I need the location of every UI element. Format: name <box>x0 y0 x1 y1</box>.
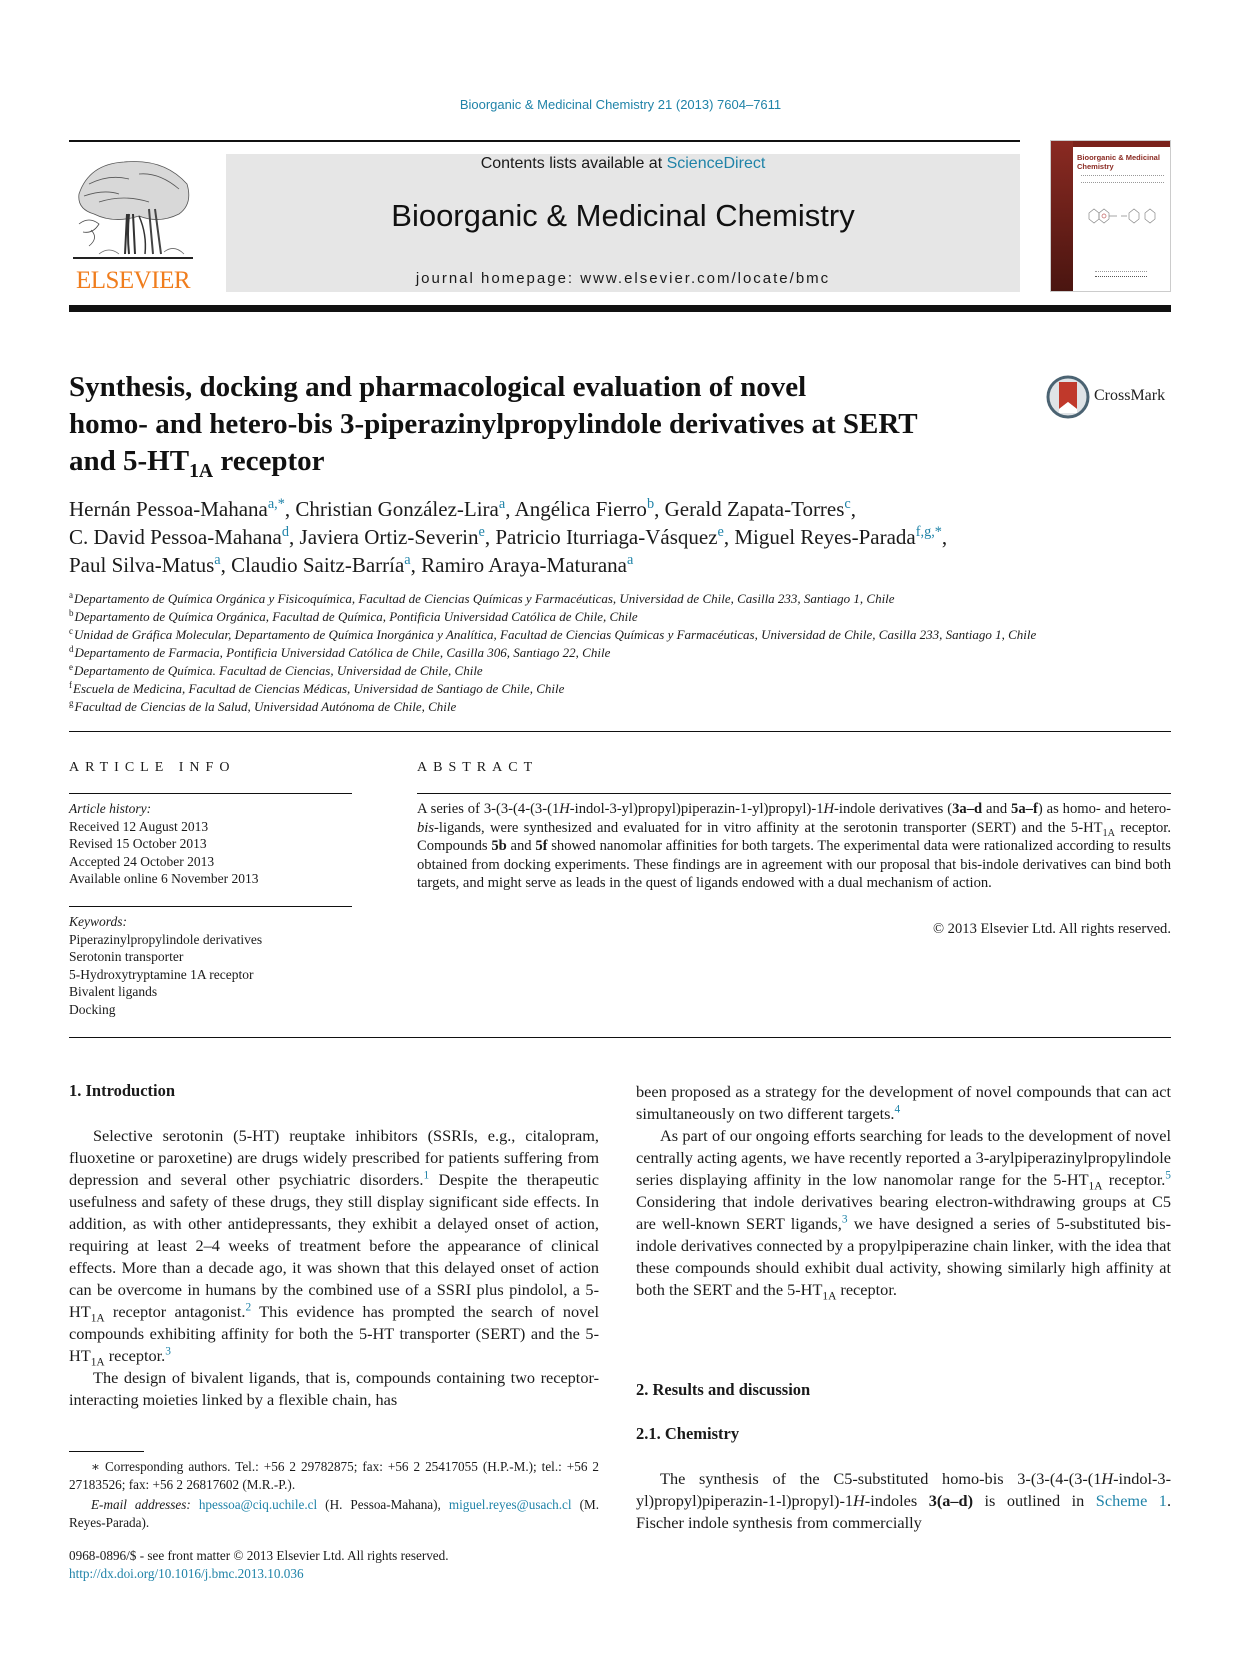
affiliation-item: $^c$Unidad de Gráfica Molecular, Departamento de Química Inorgánica y Analítica, Facultad de Ciencias Químicas y Farmacéuticas, Universidad de Chile, Casilla 233, Santiago 1, Chile <box>69 625 1037 642</box>
citation-link[interactable]: 5 <box>1165 1169 1171 1182</box>
journal-homepage-link[interactable]: journal homepage: www.elsevier.com/locate/bmc <box>415 270 831 287</box>
cover-spine-band <box>1051 141 1073 291</box>
paragraph: As part of our ongoing efforts searching for leads to the development of novel centrally acting agents, we have recently reported a 3-arylpiperazinylpropylindole series displaying affinity in the low nanomolar range for the $5-HT_{1A}$ receptor.$^5$ Considering that indole derivatives bearing electron-withdrawing groups at C5 are well-known SERT ligands,$^3$ we have designed a series of 5-substituted bis-indole derivatives connected by a propylpiperazine chain linker, with the idea that these compounds should exhibit dual activity, showing similarly high affinity at both the SERT and the $5-HT_{1A}$ receptor. <box>636 1126 1171 1303</box>
abstract-copyright: © 2013 Elsevier Ltd. All rights reserved. <box>932 921 1171 937</box>
crossmark-icon <box>1046 375 1090 419</box>
journal-citation-link[interactable]: Bioorganic & Medicinal Chemistry 21 (2013) 7604–7611 <box>459 97 782 112</box>
affiliation-item: $^a$Departamento de Química Orgánica y Fisicoquímica, Facultad de Ciencias Químicas y Farmacéuticas, Universidad de Chile, Casilla 233, Santiago 1, Chile <box>69 589 895 606</box>
abstract-text: A series of 3-(3-(4-(3-(1H-indol-3-yl)propyl)piperazin-1-yl)propyl)-1H-indole derivatives (3a–d and 5a–f) as homo- and hetero-bis-ligands, were synthesized and evaluated for in vitro affinity at the serotonin transporter (SERT) and the $5-HT_{1A}$ receptor. Compounds 5b and 5f showed nanomolar affinities for both targets. The experimental data were rationalized according to results obtained from docking experiments. These findings are in agreement with our proposal that bis-indole derivatives can bind both targets, and might serve as leads in the quest of ligands endowed with a dual mechanism of action. <box>417 801 1171 892</box>
crossmark-button[interactable] <box>1046 375 1176 421</box>
subsection-heading-chemistry: 2.1. Chemistry <box>636 1424 740 1443</box>
author-list: Hernán Pessoa-Mahana$^{a,*}$, Christian González-Lira$^a$, Angélica Fierro$^b$, Gerald Zapata-Torres$^c$, C. David Pessoa-Mahana$^d$, Javiera Ortiz-Severin$^e$, Patricio Iturriaga-Vásquez$^e$, Miguel Reyes-Parada$^{f,g,*}$, Paul Silva-Matus$^a$, Claudio Saitz-Barría$^a$, Ramiro Araya-Maturana$^a$ <box>69 496 948 577</box>
section-heading-results: 2. Results and discussion <box>636 1380 811 1399</box>
footnotes <box>69 1458 599 1532</box>
title-line-3-tail: receptor <box>213 445 325 477</box>
elsevier-wordmark: ELSEVIER <box>75 267 191 294</box>
divider <box>69 1037 1171 1038</box>
chemistry-text <box>636 1468 1171 1534</box>
crossmark-label: CrossMark <box>1094 387 1166 404</box>
affiliation-item: $^f$Escuela de Medicina, Facultad de Ciencias Médicas, Universidad de Santiago de Chile, Chile <box>69 679 565 696</box>
email-note: E-mail addresses: hpessoa@ciq.uchile.cl (H. Pessoa-Mahana), miguel.reyes@usach.cl (M. Reyes-Parada). <box>69 1497 599 1530</box>
author[interactable]: C. David Pessoa-Mahana$^d$ <box>69 524 290 549</box>
journal-cover-thumbnail[interactable] <box>1050 140 1171 292</box>
author[interactable]: Ramiro Araya-Maturana$^a$ <box>421 552 634 577</box>
masthead-bottom-rule <box>69 305 1171 312</box>
footnote-rule <box>69 1451 144 1452</box>
article-info-heading: ARTICLE INFO <box>69 760 236 775</box>
elsevier-tree-icon <box>69 154 197 266</box>
keyword-item: 5-Hydroxytryptamine 1A receptor <box>69 966 254 982</box>
cover-title: Bioorganic & Medicinal Chemistry <box>1077 153 1160 171</box>
section-heading-introduction: 1. Introduction <box>69 1081 176 1100</box>
masthead-top-rule <box>69 140 1020 142</box>
cover-top-bar <box>1073 141 1170 147</box>
keywords <box>69 913 359 1019</box>
history-online: Available online 6 November 2013 <box>69 871 259 887</box>
paragraph: been proposed as a strategy for the development of novel compounds that can act simultaneously on two different targets.$^4$ <box>636 1082 1171 1123</box>
journal-title: Bioorganic & Medicinal Chemistry <box>391 198 855 233</box>
history-revised: Revised 15 October 2013 <box>69 836 207 852</box>
author[interactable]: Hernán Pessoa-Mahana$^{a,*}$ <box>69 496 285 521</box>
author[interactable]: Gerald Zapata-Torres$^c$ <box>664 496 851 521</box>
paragraph: The synthesis of the C5-substituted homo-bis 3-(3-(4-(3-(1H-indol-3-yl)propyl)piperazin-1-l)propyl)-1H-indoles 3(a–d) is outlined in Scheme 1. Fischer indole synthesis from commercially <box>636 1469 1172 1532</box>
title-line-3-text: and 5-HT <box>69 445 190 477</box>
email-link[interactable]: hpessoa@ciq.uchile.cl <box>198 1497 318 1512</box>
keyword-item: Piperazinylpropylindole derivatives <box>69 931 263 947</box>
title-subscript: 1A <box>189 459 214 482</box>
keyword-item: Docking <box>69 1001 116 1017</box>
contents-available-line <box>226 154 1020 174</box>
issn-copyright: 0968-0896/$ - see front matter © 2013 Elsevier Ltd. All rights reserved. <box>69 1548 449 1563</box>
affiliation-item: $^g$Facultad de Ciencias de la Salud, Universidad Autónoma de Chile, Chile <box>69 697 457 714</box>
left-column-text <box>69 1125 599 1411</box>
author[interactable]: Claudio Saitz-Barría$^a$ <box>231 552 411 577</box>
contents-prefix: Contents lists available at <box>480 155 667 172</box>
cover-molecule-icon <box>1085 203 1163 229</box>
author[interactable]: Paul Silva-Matus$^a$ <box>69 552 221 577</box>
cover-footer <box>1095 271 1147 277</box>
elsevier-logo[interactable] <box>69 154 197 294</box>
paragraph: The design of bivalent ligands, that is, compounds containing two receptor-interacting moieties linked by a flexible chain, has <box>69 1368 599 1409</box>
title-line-3 <box>69 445 325 482</box>
author[interactable]: Christian González-Lira$^a$ <box>295 496 506 521</box>
divider <box>69 793 352 794</box>
affiliation-item: $^d$Departamento de Farmacia, Pontificia Universidad Católica de Chile, Casilla 306, Santiago 22, Chile <box>69 643 611 660</box>
right-column-text <box>636 1081 1171 1301</box>
journal-banner <box>226 154 1020 292</box>
front-matter <box>69 1547 609 1583</box>
affiliation-list <box>69 590 1179 716</box>
citation-link[interactable]: 1 <box>423 1169 430 1182</box>
keyword-item: Bivalent ligands <box>69 984 158 1000</box>
divider <box>417 793 1171 794</box>
citation-link[interactable]: 3 <box>841 1213 848 1226</box>
divider <box>69 731 1171 732</box>
running-header <box>0 97 1241 112</box>
scheme-link[interactable]: Scheme 1 <box>1095 1491 1167 1510</box>
cover-subtitle <box>1081 175 1164 183</box>
article-title <box>69 369 1029 480</box>
keyword-item: Serotonin transporter <box>69 949 184 965</box>
author[interactable]: Patricio Iturriaga-Vásquez$^e$ <box>495 524 724 549</box>
sciencedirect-link[interactable]: ScienceDirect <box>666 155 766 172</box>
citation-link[interactable]: 2 <box>245 1301 252 1314</box>
divider <box>69 906 352 907</box>
citation-link[interactable]: 4 <box>894 1103 901 1116</box>
history-label: Article history: <box>69 801 152 816</box>
corresponding-author-note: ∗ Corresponding authors. Tel.: +56 2 29782875; fax: +56 2 25417055 (H.P.-M.); tel.: +56 2 27183526; fax: +56 2 26817602 (M.R.-P.). <box>69 1459 599 1492</box>
history-received: Received 12 August 2013 <box>69 818 209 834</box>
doi-link[interactable]: http://dx.doi.org/10.1016/j.bmc.2013.10.036 <box>69 1566 304 1581</box>
title-line-2: homo- and hetero-bis 3-piperazinylpropylindole derivatives at SERT <box>69 408 918 440</box>
abstract-heading: ABSTRACT <box>417 760 539 775</box>
paragraph: Selective serotonin (5-HT) reuptake inhibitors (SSRIs, e.g., citalopram, fluoxetine or paroxetine) are drugs widely prescribed for patients suffering from depression and several other psychiatric disorders.$^1$ Despite the therapeutic usefulness and safety of these drugs, they still display significant side effects. In addition, as with other antidepressants, they exhibit a delayed onset of action, requiring at least 2–4 weeks of treatment before the appearance of clinical effects. More than a decade ago, it was shown that this delayed onset of action can be overcome in humans by the combined use of a SSRI plus pindolol, a $5-HT_{1A}$ receptor antagonist.$^2$ This evidence has prompted the search of novel compounds exhibiting affinity for both the 5-HT transporter (SERT) and the $5-HT_{1A}$ receptor.$^3$ <box>69 1126 600 1369</box>
author[interactable]: Angélica Fierro$^b$ <box>514 496 655 521</box>
author[interactable]: Miguel Reyes-Parada$^{f,g,*}$ <box>734 524 942 549</box>
keywords-label: Keywords: <box>69 914 127 929</box>
affiliation-item: $^b$Departamento de Química Orgánica, Facultad de Química, Pontificia Universidad Católica de Chile, Chile <box>69 607 638 624</box>
history-accepted: Accepted 24 October 2013 <box>69 853 215 869</box>
email-link[interactable]: miguel.reyes@usach.cl <box>448 1497 572 1512</box>
citation-link[interactable]: 3 <box>165 1345 171 1358</box>
title-line-1: Synthesis, docking and pharmacological evaluation of novel <box>69 371 807 403</box>
author[interactable]: Javiera Ortiz-Severin$^e$ <box>299 524 485 549</box>
affiliation-item: $^e$Departamento de Química. Facultad de Ciencias, Universidad de Chile, Chile <box>69 661 483 678</box>
article-history <box>69 800 359 888</box>
